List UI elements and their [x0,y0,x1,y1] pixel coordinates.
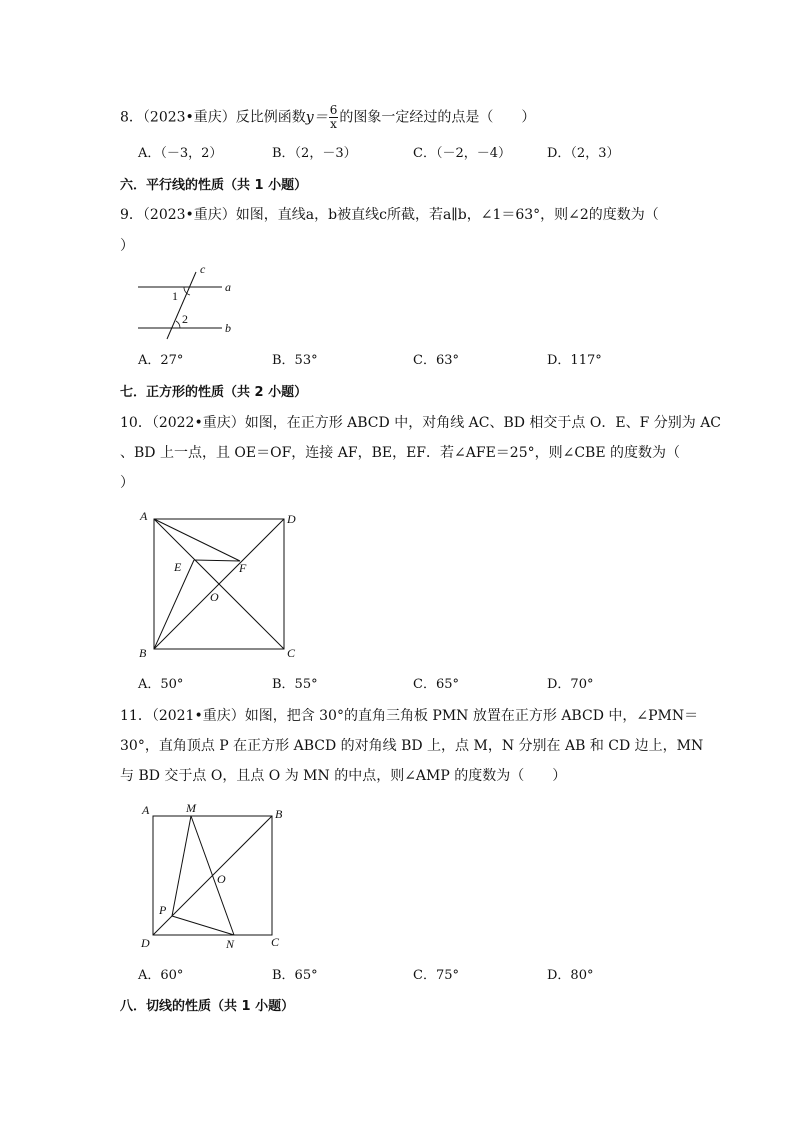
q11-stem-line2: 30°，直角顶点 P 在正方形 ABCD 的对角线 BD 上，点 M，N 分别在 AB 和 CD 边上，MN [120,738,704,754]
q11-stem-line1: 11．（2021•重庆）如图，把含 30°的直角三角板 PMN 放置在正方形 ABCD 中，∠PMN＝ [120,708,699,724]
q8-fraction [329,104,339,131]
q8-func-var: y＝ [305,109,328,126]
q11-option-a[interactable]: A．60° [138,968,184,983]
q9-label-angle2: 2 [182,312,188,326]
q11-label-m: M [186,801,196,815]
q10-label-o: O [210,590,219,604]
q8-frac-den: x [330,117,337,131]
q10-stem-line3: ） [120,475,134,491]
q10-label-b: B [139,646,147,660]
q10-label-a: A [140,509,148,523]
q8-prefix: 8．（2023•重庆）反比例函数 [120,109,306,126]
q10-stem-line1: 10．（2022•重庆）如图，在正方形 ABCD 中，对角线 AC、BD 相交于点 O．E、F 分别为 AC [120,415,722,431]
q10-option-b[interactable]: B．55° [272,677,318,692]
q11-label-d: D [141,936,150,950]
q9-option-d[interactable]: D．117° [547,353,602,368]
q10-option-d[interactable]: D．70° [547,677,594,692]
q10-option-c[interactable]: C．65° [413,677,459,692]
q9-figure [130,260,250,340]
q8-stem [120,104,535,131]
q11-stem-line3: 与 BD 交于点 O，且点 O 为 MN 的中点，则∠AMP 的度数为（ ） [120,768,567,784]
section-7-title: 七．正方形的性质（共 2 小题） [120,385,308,400]
q10-label-f: F [239,561,247,575]
q9-label-angle1: 1 [172,289,178,303]
q11-label-n: N [226,937,235,951]
q11-option-b[interactable]: B．65° [272,968,318,983]
q9-stem-line2: ） [120,238,134,254]
q8-option-b[interactable]: B．（2，－3） [272,146,357,161]
q10-option-a[interactable]: A．50° [138,677,184,692]
q10-stem-line2: 、BD 上一点，且 OE＝OF，连接 AF，BE，EF．若∠AFE＝25°，则∠CBE 的度数为（ [120,445,681,461]
q8-option-d[interactable]: D．（2，3） [547,146,620,161]
q8-frac-num: 6 [329,103,338,117]
q11-label-p: P [159,903,167,917]
q9-label-b: b [225,321,231,335]
q9-option-c[interactable]: C．63° [413,353,459,368]
q11-label-b: B [275,807,283,821]
q9-stem-line1: 9．（2023•重庆）如图，直线a，b被直线c所截，若a∥b，∠1＝63°，则∠2的度数为（ [120,207,659,223]
q8-option-a[interactable]: A．（－3，2） [138,146,223,161]
q11-label-a: A [142,803,150,817]
q9-label-c: c [200,262,206,276]
q11-option-c[interactable]: C．75° [413,968,459,983]
section-6-title: 六．平行线的性质（共 1 小题） [120,178,308,193]
q10-figure [130,505,310,665]
q9-option-b[interactable]: B．53° [272,353,318,368]
q11-label-c: C [271,935,280,949]
q10-label-c: C [287,646,296,660]
q9-label-a: a [225,280,231,294]
q11-option-d[interactable]: D．80° [547,968,594,983]
q11-label-o: O [217,872,226,886]
q10-label-e: E [174,560,182,574]
q10-label-d: D [287,512,296,526]
section-8-title: 八．切线的性质（共 1 小题） [120,999,295,1014]
q9-option-a[interactable]: A．27° [138,353,184,368]
q8-option-c[interactable]: C．（－2，－4） [413,146,511,161]
q11-figure [130,798,300,958]
q8-suffix: 的图象一定经过的点是（ ） [339,109,536,126]
